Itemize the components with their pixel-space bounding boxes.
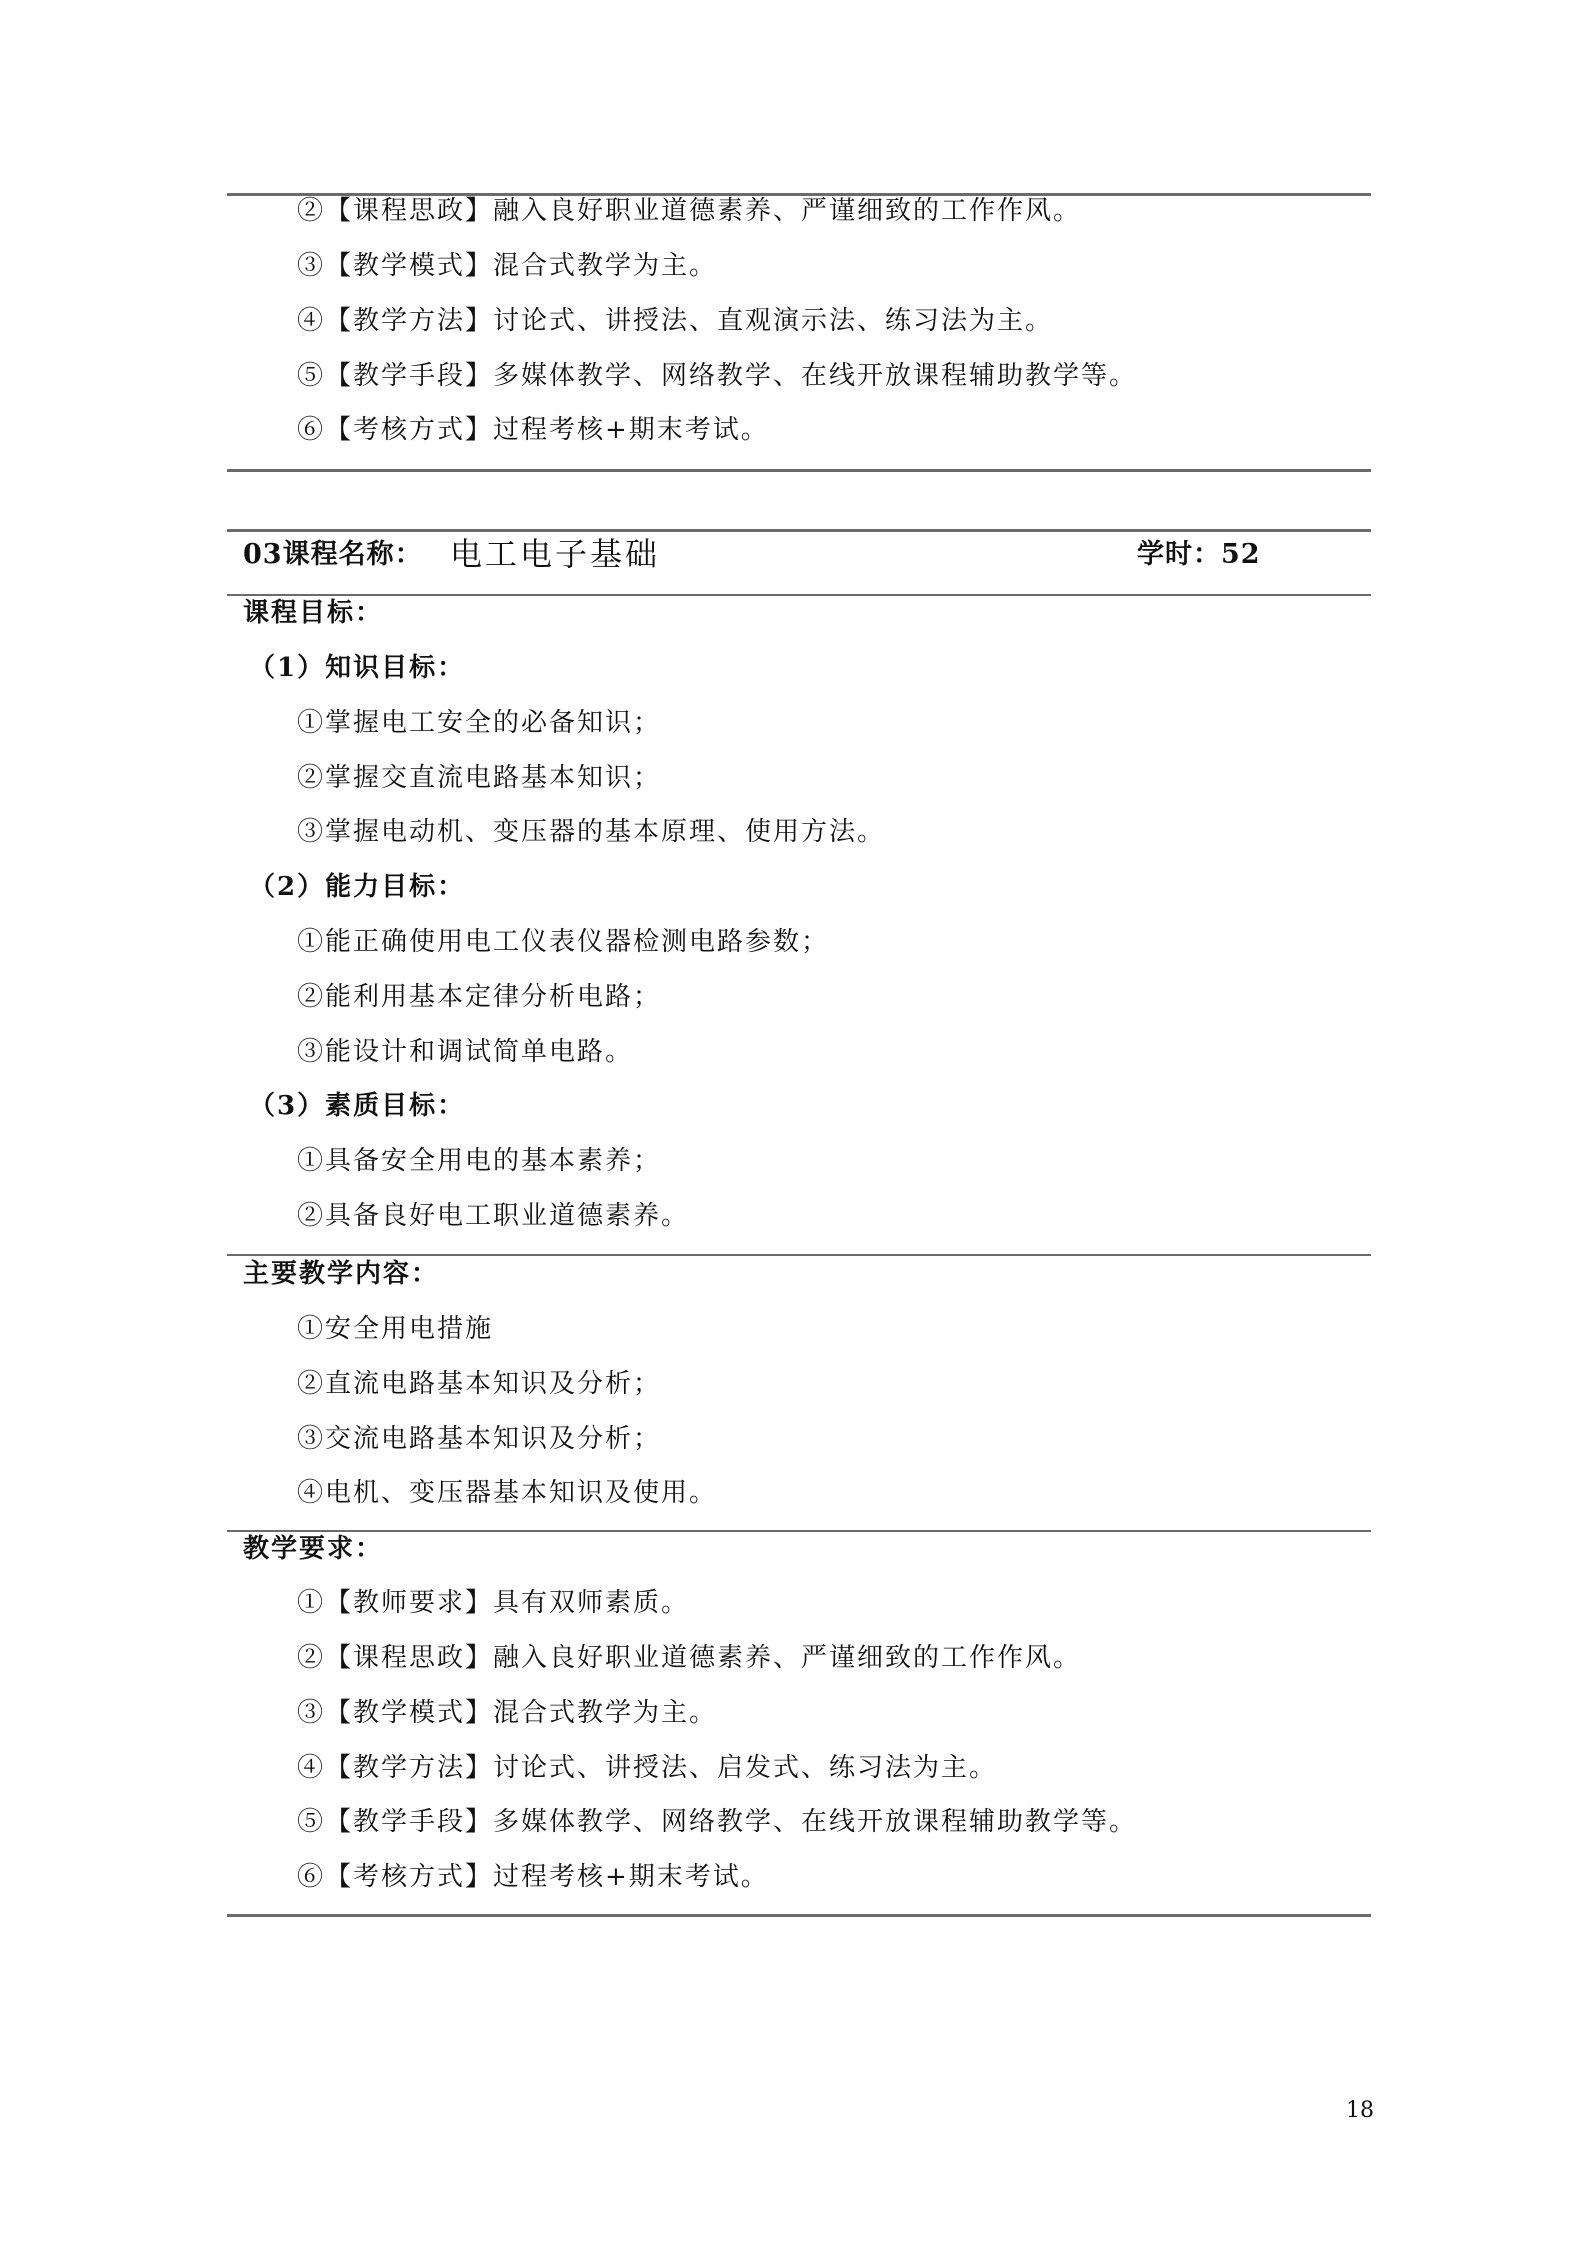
quality-item: ②具备良好电工职业道德素养。 [297,1201,690,1231]
requirement-item: ③【教学模式】混合式教学为主。 [297,1698,718,1728]
knowledge-heading: （1）知识目标： [249,653,466,683]
content-heading: 主要教学内容： [243,1259,440,1289]
content-item: ④电机、变压器基本知识及使用。 [297,1478,718,1508]
knowledge-item: ③掌握电动机、变压器的基本原理、使用方法。 [297,817,886,847]
objectives-heading: 课程目标： [243,598,384,628]
course-hours: 学时：52 [1137,539,1261,570]
prev-requirement-3: ③【教学模式】混合式教学为主。 [297,251,718,281]
ability-item: ②能利用基本定律分析电路； [297,982,662,1012]
knowledge-item: ①掌握电工安全的必备知识； [297,708,662,738]
content-item: ②直流电路基本知识及分析； [297,1369,662,1399]
prev-requirement-2: ②【课程思政】融入良好职业道德素养、严谨细致的工作作风。 [297,196,1082,226]
requirements-heading: 教学要求： [243,1534,384,1564]
requirement-item: ①【教师要求】具有双师素质。 [297,1588,690,1618]
prev-requirement-6: ⑥【考核方式】过程考核+期末考试。 [297,415,769,445]
page-number: 18 [1346,2098,1374,2123]
content-end-rule [227,1530,1371,1532]
requirement-item: ④【教学方法】讨论式、讲授法、启发式、练习法为主。 [297,1753,998,1783]
ability-heading: （2）能力目标： [249,872,466,902]
content-item: ③交流电路基本知识及分析； [297,1424,662,1454]
quality-heading: （3）素质目标： [249,1091,466,1121]
course-code-label: 03课程名称： [243,539,423,570]
ability-item: ①能正确使用电工仪表仪器检测电路参数； [297,927,830,957]
content-item: ①安全用电措施 [297,1314,494,1344]
course-header-top-rule [227,529,1371,532]
course-name: 电工电子基础 [450,535,661,573]
objectives-end-rule [227,1254,1371,1256]
prev-course-end-rule [227,469,1371,472]
prev-requirement-5: ⑤【教学手段】多媒体教学、网络教学、在线开放课程辅助教学等。 [297,361,1138,391]
requirement-item: ⑤【教学手段】多媒体教学、网络教学、在线开放课程辅助教学等。 [297,1807,1138,1837]
course-header-bottom-rule [227,594,1371,596]
requirement-item: ⑥【考核方式】过程考核+期末考试。 [297,1862,769,1892]
course-end-rule [227,1914,1371,1917]
requirement-item: ②【课程思政】融入良好职业道德素养、严谨细致的工作作风。 [297,1643,1082,1673]
prev-requirement-4: ④【教学方法】讨论式、讲授法、直观演示法、练习法为主。 [297,306,1054,336]
quality-item: ①具备安全用电的基本素养； [297,1146,662,1176]
ability-item: ③能设计和调试简单电路。 [297,1037,634,1067]
knowledge-item: ②掌握交直流电路基本知识； [297,763,662,793]
